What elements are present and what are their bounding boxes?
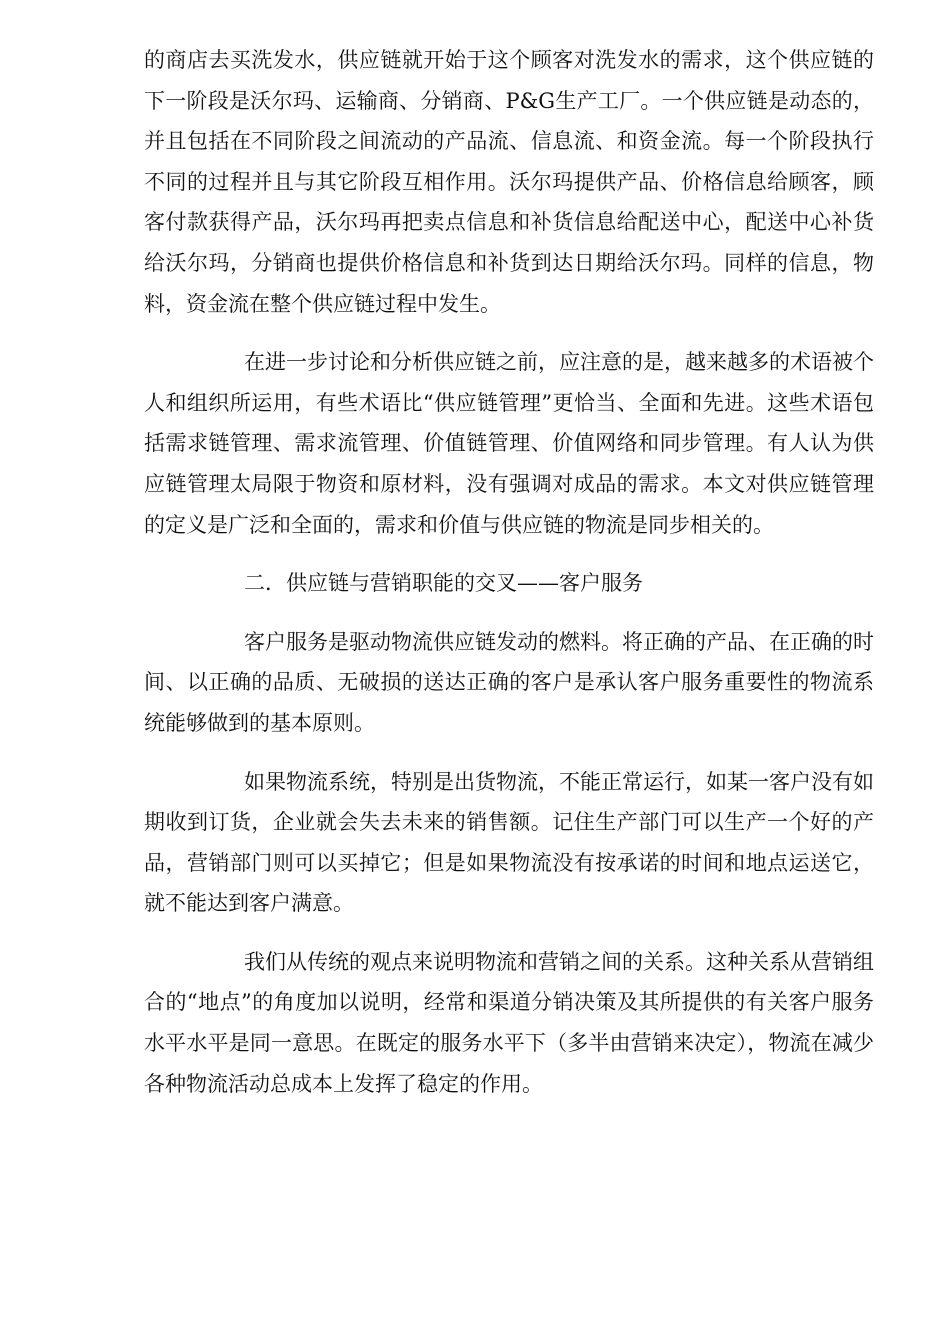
section-heading: 二．供应链与营销职能的交叉——客户服务 bbox=[244, 571, 643, 596]
paragraph-terminology: 在进一步讨论和分析供应链之前，应注意的是，越来越多的术语被个人和组织所运用，有些术语比“供应链管理”更恰当、全面和先进。这些术语包括需求链管理、需求流管理、价值链管理、价值网络和同步管理。有人认为供应链管理太局限于物资和原材料，没有强调对成品的需求。本文对供应链管理的定义是广泛和全面的，需求和价值与供应链的物流是同步相关的。 bbox=[144, 350, 874, 537]
paragraph-supply-chain-flow: 的商店去买洗发水，供应链就开始于这个顾客对洗发水的需求，这个供应链的下一阶段是沃尔玛、运输商、分销商、P&G生产工厂。一个供应链是动态的，并且包括在不同阶段之间流动的产品流、信息流、和资金流。每一个阶段执行不同的过程并且与其它阶段互相作用。沃尔玛提供产品、价格信息给顾客，顾客付款获得产品，沃尔玛再把卖点信息和补货信息给配送中心，配送中心补货给沃尔玛，分销商也提供价格信息和补货到达日期给沃尔玛。同样的信息，物料，资金流在整个供应链过程中发生。 bbox=[144, 48, 874, 316]
document-body bbox=[144, 40, 874, 1122]
paragraph-logistics-marketing: 我们从传统的观点来说明物流和营销之间的关系。这种关系从营销组合的“地点”的角度加以说明，经常和渠道分销决策及其所提供的有关客户服务水平水平是同一意思。在既定的服务水平下（多半由营销来决定），物流在减少各种物流活动总成本上发挥了稳定的作用。 bbox=[144, 949, 874, 1096]
paragraph-logistics-failure: 如果物流系统，特别是出货物流，不能正常运行，如某一客户没有如期收到订货，企业就会失去未来的销售额。记住生产部门可以生产一个好的产品，营销部门则可以买掉它；但是如果物流没有按承诺的时间和地点运送它，就不能达到客户满意。 bbox=[144, 769, 874, 916]
paragraph-customer-service: 客户服务是驱动物流供应链发动的燃料。将正确的产品、在正确的时间、以正确的品质、无破损的送达正确的客户是承认客户服务重要性的物流系统能够做到的基本原则。 bbox=[144, 629, 874, 735]
